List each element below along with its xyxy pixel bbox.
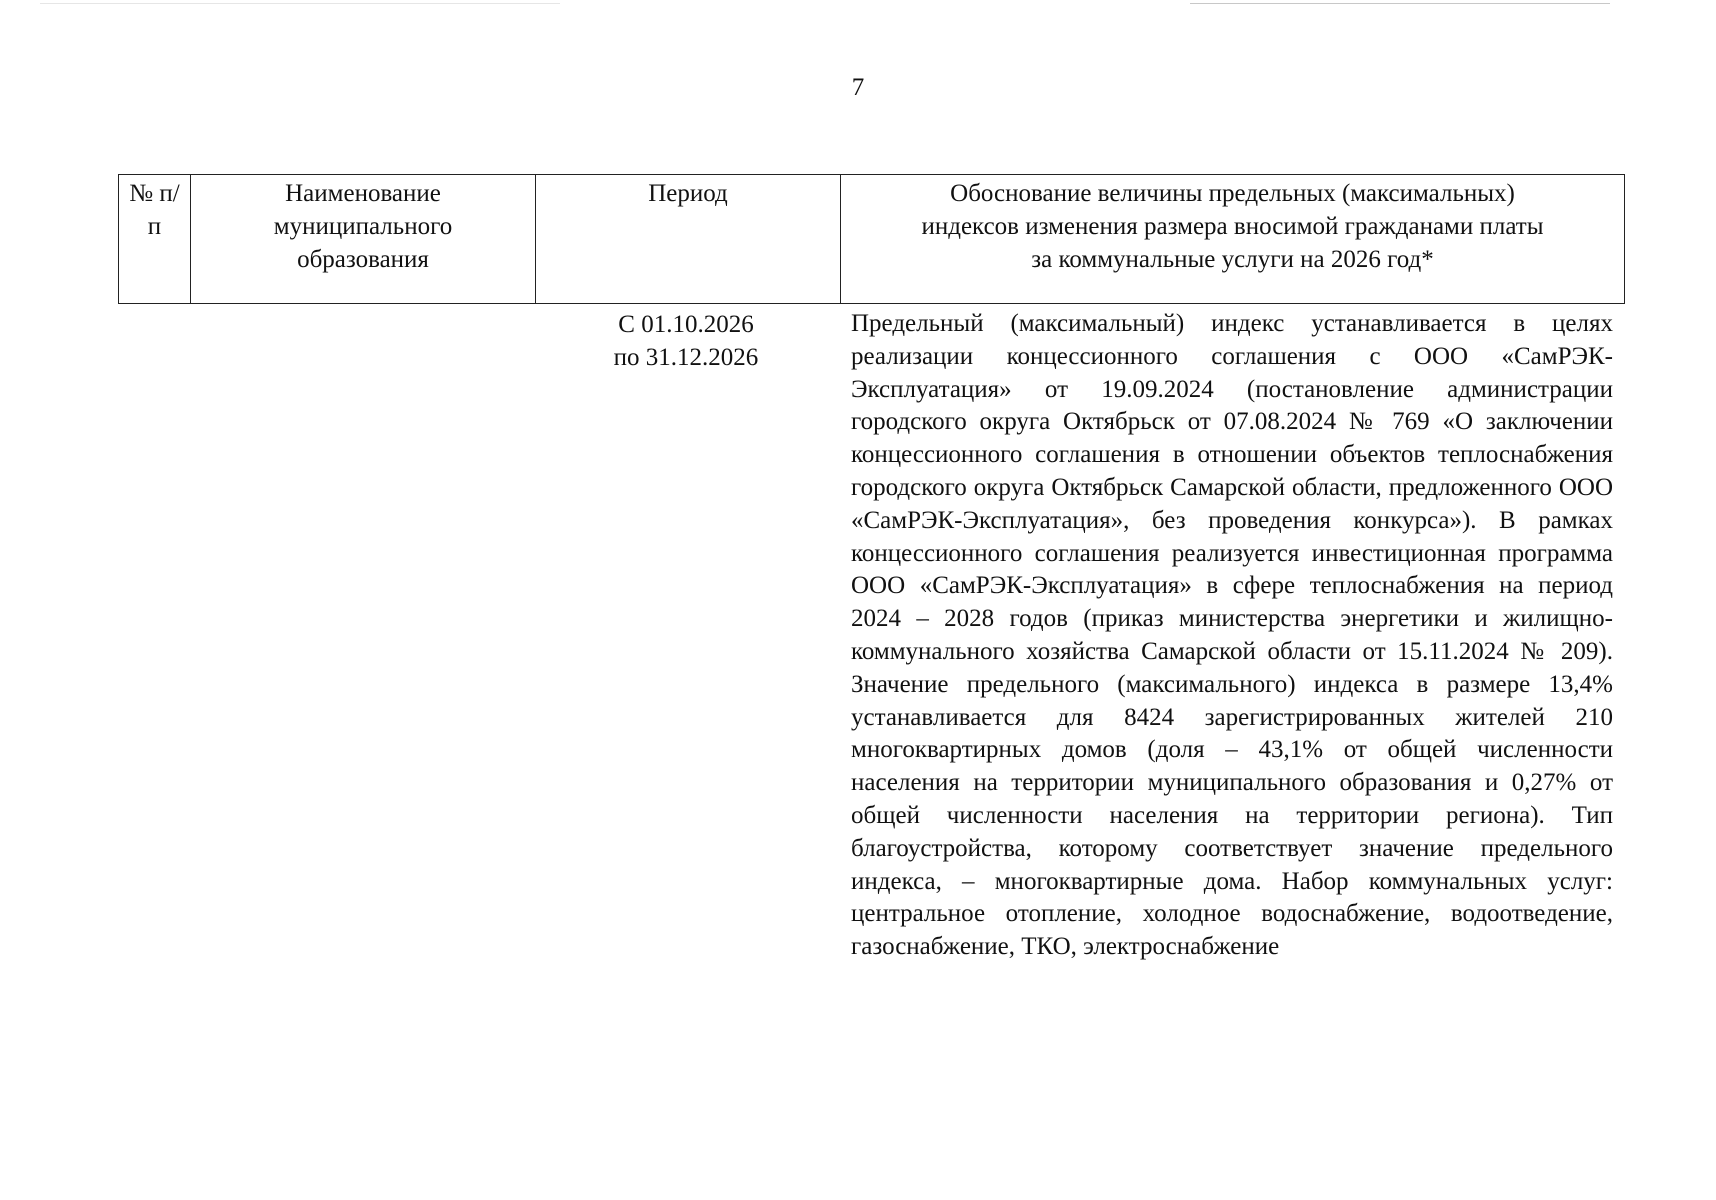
period-to: по 31.12.2026: [613, 344, 759, 371]
justification-table-header: [118, 174, 1625, 304]
header-period: Период: [536, 175, 841, 304]
scan-artifact-line: [1190, 3, 1610, 4]
row-period: [584, 308, 788, 374]
period-from: С 01.10.2026: [618, 311, 754, 338]
row-justification: Предельный (максимальный) индекс устанавливается в целях реализации концессионного соглашения с ООО «СамРЭК-Эксплуатация» от 19.09.2024 (постановление администрации городского округа Октябрьск от 07.08.2024 № 769 «О заключении концессионного соглашения в отношении объектов теплоснабжения городского округа Октябрьск Самарской области, предложенного ООО «СамРЭК-Эксплуатация», без проведения конкурса»). В рамках концессионного соглашения реализуется инвестиционная программа ООО «СамРЭК-Эксплуатация» в сфере теплоснабжения на период 2024 – 2028 годов (приказ министерства энергетики и жилищно-коммунального хозяйства Самарской области от 15.11.2024 № 209). Значение предельного (максимального) индекса в размере 13,4% устанавливается для 8424 зарегистрированных жителей 210 многоквартирных домов (доля – 43,1% от общей численности населения на территории муниципального образования и 0,27% от общей численности населения на территории региона). Тип благоустройства, которому соответствует значение предельного индекса, – многоквартирные дома. Набор коммунальных услуг: центральное отопление, холодное водоснабжение, водоотведение, газоснабжение, ТКО, электроснабжение: [851, 310, 1613, 961]
header-municipality: Наименование муниципального образования: [191, 175, 536, 304]
header-number: № п/п: [119, 175, 191, 304]
page-number: 7: [851, 74, 865, 101]
table-header-row: [119, 175, 1625, 304]
scan-artifact-line: [40, 3, 560, 4]
header-justification: Обоснование величины предельных (максимальных) индексов изменения размера вносимой гражданами платы за коммунальные услуги на 2026 год*: [841, 175, 1625, 304]
